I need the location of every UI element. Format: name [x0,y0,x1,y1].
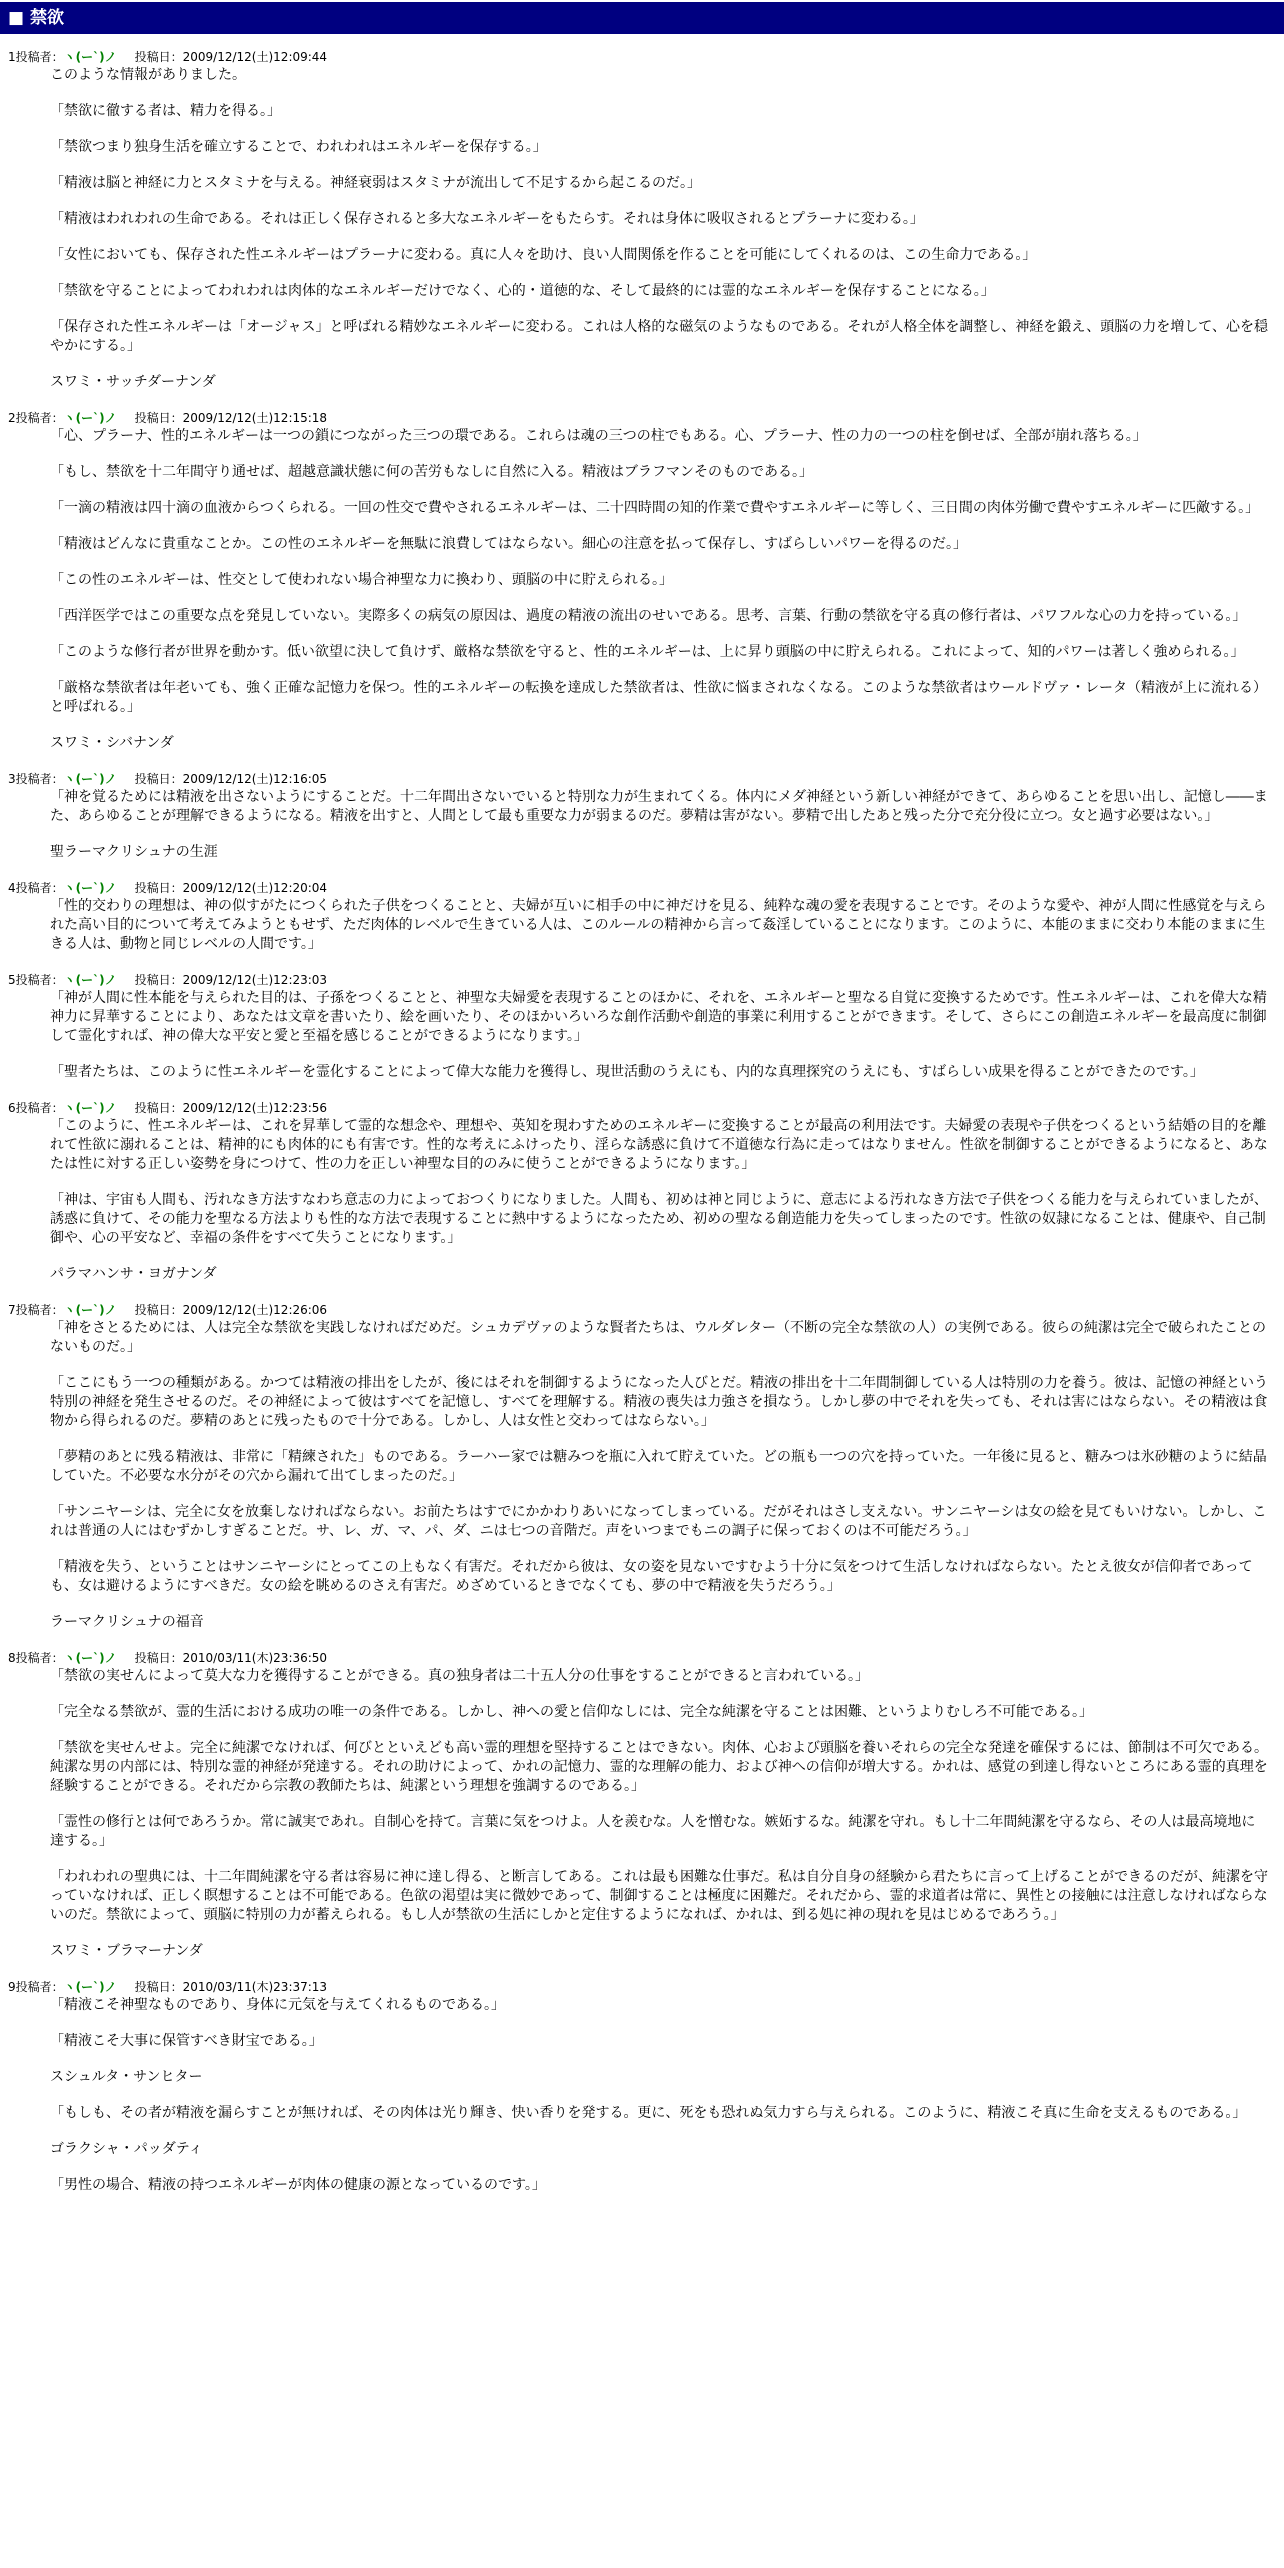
post-paragraph: スワミ・サッチダーナンダ [50,374,216,390]
post-body [8,427,1268,753]
post-paragraph: スワミ・シバナンダ [50,735,174,751]
poster-label: 投稿者： [15,772,64,786]
post-header [8,971,1268,989]
post-paragraph: 「禁欲を守ることによってわれわれは肉体的なエネルギーだけでなく、心的・道徳的な、そして最終的には霊的なエネルギーを保存することになる。」 [50,283,995,299]
poster-name: ヽ(ー`)ノ [63,1101,117,1115]
page-title: ■ 禁欲 [0,2,1284,34]
post-paragraph: 「神を覚るためには精液を出さないようにすることだ。十二年間出さないでいると特別な力が生まれてくる。体内にメダ神経という新しい神経ができて、あらゆることを思い出し、記憶し――また、あらゆることが理解できるようになる。精液を出すと、人間として最も重要な力が弱まるのだ。夢精は害がない。夢精で出したあと残った分で充分役に立つ。女と過す必要はない。」 [50,789,1268,824]
post-paragraph: 「厳格な禁欲者は年老いても、強く正確な記憶力を保つ。性的エネルギーの転換を達成した禁欲者は、性欲に悩まされなくなる。このような禁欲者はウールドヴァ・レータ（精液が上に流れる）と呼ばれる。」 [50,680,1268,715]
post-header [8,879,1268,897]
post-paragraph: 「男性の場合、精液の持つエネルギーが肉体の健康の源となっているのです。」 [50,2177,546,2193]
post-paragraph: 「保存された性エネルギーは「オージャス」と呼ばれる精妙なエネルギーに変わる。これは人格的な磁気のようなものである。それが人格全体を調整し、神経を鍛え、頭脳の力を増して、心を穏やかにする。」 [50,319,1268,354]
post [8,1301,1268,1632]
post-number: 6 [8,1101,16,1115]
post-paragraph: 「精液はわれわれの生命である。それは正しく保存されると多大なエネルギーをもたらす。それは身体に吸収されるとプラーナに変わる。」 [50,211,924,227]
poster-label: 投稿者： [15,1303,64,1317]
post-paragraph: 「精液こそ大事に保管すべき財宝である。」 [50,2033,323,2049]
poster-label: 投稿者： [15,50,64,64]
post [8,971,1268,1082]
post-paragraph: 「このような修行者が世界を動かす。低い欲望に決して負けず、厳格な禁欲を守ると、性的エネルギーは、上に昇り頭脳の中に貯えられる。これによって、知的パワーは著しく強められる。」 [50,644,1245,660]
post-number: 3 [8,772,16,786]
post [8,1649,1268,1961]
post-header [8,770,1268,788]
poster-label: 投稿者： [15,881,64,895]
post-paragraph: 「禁欲に徹する者は、精力を得る。」 [50,103,281,119]
post-header [8,1649,1268,1667]
post [8,409,1268,753]
post-paragraph: 「精液は脳と神経に力とスタミナを与える。神経衰弱はスタミナが流出して不足するから起こるのだ。」 [50,175,701,191]
post-paragraph: 「西洋医学ではこの重要な点を発見していない。実際多くの病気の原因は、過度の精液の流出のせいである。思考、言葉、行動の禁欲を守る真の修行者は、パワフルな心の力を持っている。」 [50,608,1247,624]
post-header [8,409,1268,427]
post [8,1978,1268,2195]
poster-name: ヽ(ー`)ノ [63,50,117,64]
post-paragraph: 「霊性の修行とは何であろうか。常に誠実であれ。自制心を持て。言葉に気をつけよ。人を羨むな。人を憎むな。嫉妬するな。純潔を守れ。もし十二年間純潔を守るなら、その人は最高境地に達する。」 [50,1814,1256,1849]
post-date: 投稿日：2009/12/12(土)12:15:18 [134,411,328,425]
post-paragraph: 「ここにもう一つの種類がある。かつては精液の排出をしたが、後にはそれを制御するようになった人びとだ。精液の排出を十二年間制御している人は特別の力を養う。彼は、記憶の神経という特別の神経を発生させるのだ。その神経によって彼はすべてを記憶し、すべてを理解する。精液の喪失は力強さを損なう。しかし夢の中でそれを失っても、それは害にはならない。その精液は食物から得られるのだ。夢精のあとに残ったもので十分である。しかし、人は女性と交わってはならない。」 [50,1375,1268,1429]
post-number: 1 [8,50,16,64]
post-paragraph: 「神が人間に性本能を与えられた目的は、子孫をつくることと、神聖な夫婦愛を表現することのほかに、それを、エネルギーと聖なる自覚に変換するためです。性エネルギーは、これを偉大な精神力に昇華することにより、あなたは文章を書いたり、絵を画いたり、そのほかいろいろな創作活動や創造的事業に利用することができます。そして、さらにこの創造エネルギーを最高度に制御して霊化すれば、神の偉大な平安と愛と至福を感じることができるようになります。」 [50,990,1267,1044]
post-paragraph: 「精液こそ神聖なものであり、身体に元気を与えてくれるものである。」 [50,1997,505,2013]
poster-label: 投稿者： [15,1980,64,1994]
post-paragraph: 「一滴の精液は四十滴の血液からつくられる。一回の性交で費やされるエネルギーは、二十四時間の知的作業で費やすエネルギーに等しく、三日間の肉体労働で費やすエネルギーに匹敵する。」 [50,500,1260,516]
post-paragraph: スシュルタ・サンヒター [50,2069,203,2085]
post-paragraph: 「夢精のあとに残る精液は、非常に「精練された」ものである。ラーハー家では糖みつを瓶に入れて貯えていた。どの瓶も一つの穴を持っていた。一年後に見ると、糖みつは氷砂糖のように結晶していた。不必要な水分がその穴から漏れて出てしまったのだ。」 [50,1449,1267,1484]
post [8,1099,1268,1284]
post-paragraph: 「女性においても、保存された性エネルギーはプラーナに変わる。真に人々を助け、良い人間関係を作ることを可能にしてくれるのは、この生命力である。」 [50,247,1037,263]
post-list [0,48,1284,2195]
post-date: 投稿日：2009/12/12(土)12:20:04 [134,881,328,895]
post-date: 投稿日：2009/12/12(土)12:23:56 [134,1101,328,1115]
post-paragraph: 「聖者たちは、このように性エネルギーを霊化することによって偉大な能力を獲得し、現世活動のうえにも、内的な真理探究のうえにも、すばらしい成果を得ることができたのです。」 [50,1064,1204,1080]
poster-label: 投稿者： [15,973,64,987]
post-paragraph: 「禁欲の実せんによって莫大な力を獲得することができる。真の独身者は二十五人分の仕事をすることができると言われている。」 [50,1668,869,1684]
post-body [8,66,1268,392]
post-paragraph: 「この性のエネルギーは、性交として使われない場合神聖な力に換わり、頭脳の中に貯えられる。」 [50,572,673,588]
poster-name: ヽ(ー`)ノ [63,772,117,786]
post [8,48,1268,392]
post-paragraph: 「神をさとるためには、人は完全な禁欲を実践しなければだめだ。シュカデヴァのような賢者たちは、ウルダレター（不断の完全な禁欲の人）の実例である。彼らの純潔は完全で破られたことのないものだ。」 [50,1320,1267,1355]
post [8,770,1268,862]
post-date: 投稿日：2009/12/12(土)12:09:44 [134,50,328,64]
post-paragraph: 「禁欲を実せんせよ。完全に純潔でなければ、何びとといえども高い霊的理想を堅持することはできない。肉体、心および頭脳を養いそれらの完全な発達を確保するには、節制は不可欠である。純潔な男の内部には、特別な霊的神経が発達する。それの助けによって、かれの記憶力、霊的な理解の能力、および神への信仰が増大する。かれは、感覚の到達し得ないところにある霊的真理を経験することができる。それだから宗教の教師たちは、純潔という理想を強調するのである。」 [50,1740,1268,1794]
post-paragraph: 「完全なる禁欲が、霊的生活における成功の唯一の条件である。しかし、神への愛と信仰なしには、完全な純潔を守ることは困難、というよりむしろ不可能である。」 [50,1704,1093,1720]
post-body [8,788,1268,862]
post-paragraph: 「精液はどんなに貴重なことか。この性のエネルギーを無駄に浪費してはならない。細心の注意を払って保存し、すばらしいパワーを得るのだ。」 [50,536,967,552]
post-date: 投稿日：2009/12/12(土)12:16:05 [134,772,328,786]
poster-name: ヽ(ー`)ノ [63,411,117,425]
post-header [8,1978,1268,1996]
post-header [8,1301,1268,1319]
post-number: 5 [8,973,16,987]
post-number: 9 [8,1980,16,1994]
post-number: 8 [8,1651,16,1665]
post-paragraph: 「もしも、その者が精液を漏らすことが無ければ、その肉体は光り輝き、快い香りを発する。更に、死をも恐れぬ気力すら与えられる。このように、精液こそ真に生命を支えるものである。」 [50,2105,1247,2121]
post-date: 投稿日：2010/03/11(木)23:36:50 [134,1651,328,1665]
post [8,879,1268,954]
post-body [8,1996,1268,2195]
post-paragraph: ゴラクシャ・パッダティ [50,2141,203,2157]
post-body [8,897,1268,954]
post-paragraph: ラーマクリシュナの福音 [50,1614,204,1630]
post-number: 4 [8,881,16,895]
post-paragraph: 「精液を失う、ということはサンニヤーシにとってこの上もなく有害だ。それだから彼は、女の姿を見ないですむよう十分に気をつけて生活しなければならない。たとえ彼女が信仰者であっても、女は避けるようにすべきだ。女の絵を眺めるのさえ有害だ。めざめているときでなくても、夢の中で精液を失うだろう。」 [50,1559,1253,1594]
post-paragraph: 「禁欲つまり独身生活を確立することで、われわれはエネルギーを保存する。」 [50,139,547,155]
post-paragraph: 「もし、禁欲を十二年間守り通せば、超越意識状態に何の苦労もなしに自然に入る。精液はブラフマンそのものである。」 [50,464,813,480]
poster-label: 投稿者： [15,1651,64,1665]
post-date: 投稿日：2009/12/12(土)12:23:03 [134,973,328,987]
post-paragraph: 聖ラーマクリシュナの生涯 [50,844,218,860]
post-paragraph: 「性的交わりの理想は、神の似すがたにつくられた子供をつくることと、夫婦が互いに相手の中に神だけを見る、純粋な魂の愛を表現することです。そのような愛や、神が人間に性感覚を与えられた高い目的について考えてみようともせず、ただ肉体的レベルで生きている人は、このルールの精神から言って姦淫していることになります。このように、本能のままに交わり本能のままに生きる人は、動物と同じレベルの人間です。」 [50,898,1267,952]
poster-label: 投稿者： [15,1101,64,1115]
post-paragraph: 「われわれの聖典には、十二年間純潔を守る者は容易に神に達し得る、と断言してある。これは最も困難な仕事だ。私は自分自身の経験から君たちに言って上げることができるのだが、純潔を守っていなければ、正しく瞑想することは不可能である。色欲の渇望は実に微妙であって、制御することは極度に困難だ。それだから、霊的求道者は常に、異性との接触には注意しなければならないのだ。禁欲によって、頭脳に特別の力が蓄えられる。もし人が禁欲の生活にしかと定住するようになれば、かれは、到る処に神の現れを見はじめるであろう。」 [50,1869,1268,1923]
poster-name: ヽ(ー`)ノ [63,1980,117,1994]
poster-label: 投稿者： [15,411,64,425]
post-header [8,48,1268,66]
post-body [8,989,1268,1082]
poster-name: ヽ(ー`)ノ [63,1651,117,1665]
post-number: 2 [8,411,16,425]
post-paragraph: 「神は、宇宙も人間も、汚れなき方法すなわち意志の力によっておつくりになりました。人間も、初めは神と同じように、意志による汚れなき方法で子供をつくる能力を与えられていましたが、誘惑に負けて、その能力を聖なる方法よりも性的な方法で表現することに熱中するようになったため、初めの聖なる創造能力を失ってしまったのです。性欲の奴隷になることは、健康や、自己制御や、心の平安など、幸福の条件をすべて失うことになります。」 [50,1192,1268,1246]
post-body [8,1319,1268,1632]
post-paragraph: 「心、プラーナ、性的エネルギーは一つの鎖につながった三つの環である。これらは魂の三つの柱でもある。心、プラーナ、性の力の一つの柱を倒せば、全部が崩れ落ちる。」 [50,428,1147,444]
post-number: 7 [8,1303,16,1317]
post-body [8,1667,1268,1961]
poster-name: ヽ(ー`)ノ [63,973,117,987]
post-paragraph: 「このように、性エネルギーは、これを昇華して霊的な想念や、理想や、英知を現わすためのエネルギーに変換することが最高の利用法です。夫婦愛の表現や子供をつくるという結婚の目的を離れて性欲に溺れることは、精神的にも肉体的にも有害です。性的な考えにふけったり、淫らな誘惑に負けて不道徳な行為に走ってはなりません。性欲を制御することができるようになると、あなたは性に対する正しい姿勢を身につけて、性の力を正しい神聖な目的のみに使うことができるようになります。」 [50,1118,1268,1172]
post-paragraph: パラマハンサ・ヨガナンダ [50,1266,217,1282]
post-body [8,1117,1268,1284]
poster-name: ヽ(ー`)ノ [63,881,117,895]
post-paragraph: このような情報がありました。 [50,67,246,83]
post-date: 投稿日：2010/03/11(木)23:37:13 [134,1980,328,1994]
post-paragraph: 「サンニヤーシは、完全に女を放棄しなければならない。お前たちはすでにかかわりあいになってしまっている。だがそれはさし支えない。サンニヤーシは女の絵を見てもいけない。しかし、これは普通の人にはむずかしすぎることだ。サ、レ、ガ、マ、パ、ダ、ニは七つの音階だ。声をいつまでもニの調子に保っておくのは不可能だろう。」 [50,1504,1267,1539]
post-paragraph: スワミ・ブラマーナンダ [50,1943,203,1959]
post-date: 投稿日：2009/12/12(土)12:26:06 [134,1303,328,1317]
post-header [8,1099,1268,1117]
poster-name: ヽ(ー`)ノ [63,1303,117,1317]
